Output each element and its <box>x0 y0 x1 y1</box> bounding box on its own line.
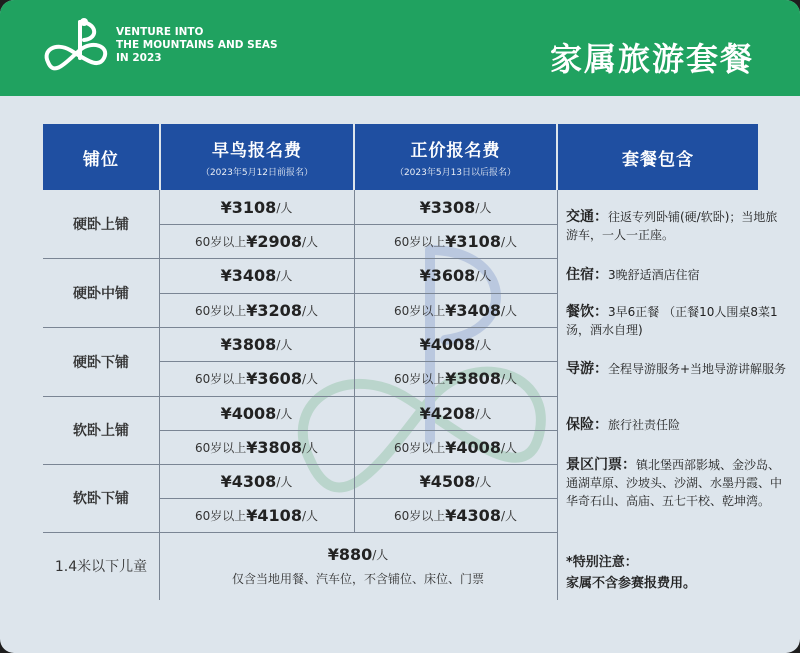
price-unit: /人 <box>475 406 492 421</box>
package-item-guide <box>566 360 788 378</box>
price-value: ¥3408 <box>220 266 277 285</box>
child-price <box>159 540 557 568</box>
price-unit: /人 <box>475 269 492 283</box>
package-item-lodging <box>566 266 788 284</box>
logo-line: VENTURE INTO <box>116 26 204 38</box>
price-unit: /人 <box>276 269 293 283</box>
price-value: ¥4008 <box>220 403 277 423</box>
price-value: ¥4308 <box>445 505 501 525</box>
early-price <box>159 327 354 361</box>
price-value: ¥4508 <box>419 471 476 491</box>
price-value: ¥4308 <box>220 471 277 491</box>
price-value: ¥880 <box>327 544 373 564</box>
early-price <box>159 258 354 293</box>
column-header-regular <box>355 124 556 190</box>
berth-type: 软卧下铺 <box>73 491 129 507</box>
price-value: ¥3308 <box>419 197 476 217</box>
grid-line <box>557 190 558 600</box>
price-unit: /人 <box>276 200 293 215</box>
early-price <box>159 190 354 224</box>
price-unit: /人 <box>500 234 517 249</box>
senior-prefix: 60岁以上 <box>394 440 446 455</box>
package-item-transport <box>566 208 788 244</box>
senior-prefix: 60岁以上 <box>394 234 446 249</box>
price-unit: /人 <box>500 508 517 523</box>
price-value: ¥3108 <box>445 231 501 251</box>
price-unit: /人 <box>475 337 492 352</box>
price-unit: /人 <box>372 547 389 562</box>
logo-icon <box>40 16 110 80</box>
price-value: ¥3208 <box>246 300 302 320</box>
berth-type: 硬卧下铺 <box>73 354 129 371</box>
early-senior-price <box>159 224 354 258</box>
package-text: 全程导游服务+当地导游讲解服务 <box>608 362 787 376</box>
column-header-sublabel: （2023年5月12日前报名） <box>200 168 314 178</box>
package-key: 餐饮： <box>566 304 608 320</box>
page-title: 家属旅游套餐 <box>549 40 754 78</box>
regular-price <box>354 258 557 293</box>
package-item-insurance <box>566 416 788 434</box>
price-unit: /人 <box>301 508 318 523</box>
special-note-text: 家属不含参赛报费用。 <box>566 576 697 591</box>
logo-line: IN 2023 <box>116 52 162 64</box>
package-item-meals <box>566 303 788 339</box>
price-value: ¥3808 <box>445 369 501 388</box>
regular-price <box>354 396 557 430</box>
package-text: 旅行社责任险 <box>608 418 681 432</box>
price-value: ¥2908 <box>246 231 302 251</box>
column-header-sublabel: （2023年5月13日以后报名） <box>394 168 517 178</box>
column-header-berth <box>43 124 159 190</box>
price-unit: /人 <box>301 372 318 386</box>
regular-senior-price <box>354 293 557 327</box>
package-key: 交通： <box>566 209 608 225</box>
package-key: 景区门票： <box>566 457 636 473</box>
early-senior-price <box>159 430 354 464</box>
package-key: 保险： <box>566 417 608 433</box>
price-unit: /人 <box>500 372 517 386</box>
package-text: 3晚舒适酒店住宿 <box>608 268 700 282</box>
package-text: 3早6正餐 （正餐10人围桌8菜1汤，酒水自理) <box>566 305 778 337</box>
regular-price <box>354 327 557 361</box>
regular-price <box>354 190 557 224</box>
regular-senior-price <box>354 498 557 532</box>
price-value: ¥4208 <box>419 403 476 423</box>
logo-line: THE MOUNTAINS AND SEAS <box>116 39 278 51</box>
price-value: ¥4008 <box>445 437 501 457</box>
price-value: ¥3808 <box>246 437 302 457</box>
price-value: ¥3608 <box>246 369 302 388</box>
regular-senior-price <box>354 430 557 464</box>
column-header-label: 套餐包含 <box>622 149 694 170</box>
regular-price <box>354 464 557 498</box>
senior-prefix: 60岁以上 <box>195 234 247 249</box>
berth-type: 硬卧中铺 <box>73 285 129 302</box>
package-key: 导游： <box>566 361 608 377</box>
price-value: ¥4008 <box>419 334 476 354</box>
special-note-title: *特别注意： <box>566 555 638 570</box>
senior-prefix: 60岁以上 <box>394 303 446 318</box>
header-banner <box>0 0 800 96</box>
price-value: ¥3408 <box>445 300 501 320</box>
senior-prefix: 60岁以上 <box>394 508 446 523</box>
price-value: ¥3608 <box>419 266 476 285</box>
price-unit: /人 <box>500 303 517 318</box>
berth-type: 软卧上铺 <box>73 423 129 439</box>
price-value: ¥4108 <box>246 505 302 525</box>
regular-senior-price <box>354 361 557 396</box>
regular-senior-price <box>354 224 557 258</box>
price-unit: /人 <box>301 440 318 455</box>
early-price <box>159 464 354 498</box>
price-unit: /人 <box>276 337 293 352</box>
berth-type-child: 1.4米以下儿童 <box>54 559 148 575</box>
price-unit: /人 <box>500 440 517 455</box>
price-unit: /人 <box>276 406 293 421</box>
price-value: ¥3108 <box>220 197 277 217</box>
column-header-package <box>558 124 758 190</box>
berth-type: 硬卧上铺 <box>73 217 129 233</box>
price-unit: /人 <box>301 234 318 249</box>
package-item-tickets <box>566 456 788 510</box>
early-senior-price <box>159 498 354 532</box>
price-unit: /人 <box>475 200 492 215</box>
price-unit: /人 <box>276 474 293 489</box>
column-header-label: 正价报名费 <box>410 141 501 161</box>
column-header-early <box>161 124 353 190</box>
early-senior-price <box>159 361 354 396</box>
early-price <box>159 396 354 430</box>
package-text: 往返专列卧铺(硬/软卧)；当地旅游车，一人一正座。 <box>566 210 778 242</box>
logo-text <box>116 26 278 65</box>
price-unit: /人 <box>301 303 318 318</box>
column-header-label: 早鸟报名费 <box>212 141 302 161</box>
senior-prefix: 60岁以上 <box>394 372 446 386</box>
child-note: 仅含当地用餐、汽车位，不含铺位、床位、门票 <box>231 571 484 586</box>
price-unit: /人 <box>475 474 492 489</box>
package-text: 镇北堡西部影城、金沙岛、通湖草原、沙坡头、沙湖、水墨丹霞、中华奇石山、高庙、五七干校、乾坤湾。 <box>566 458 783 508</box>
senior-prefix: 60岁以上 <box>195 303 247 318</box>
senior-prefix: 60岁以上 <box>195 372 247 386</box>
senior-prefix: 60岁以上 <box>195 508 247 523</box>
early-senior-price <box>159 293 354 327</box>
column-header-label: 铺位 <box>83 149 119 170</box>
price-value: ¥3808 <box>220 334 277 354</box>
package-key: 住宿： <box>566 267 608 283</box>
senior-prefix: 60岁以上 <box>195 440 247 455</box>
